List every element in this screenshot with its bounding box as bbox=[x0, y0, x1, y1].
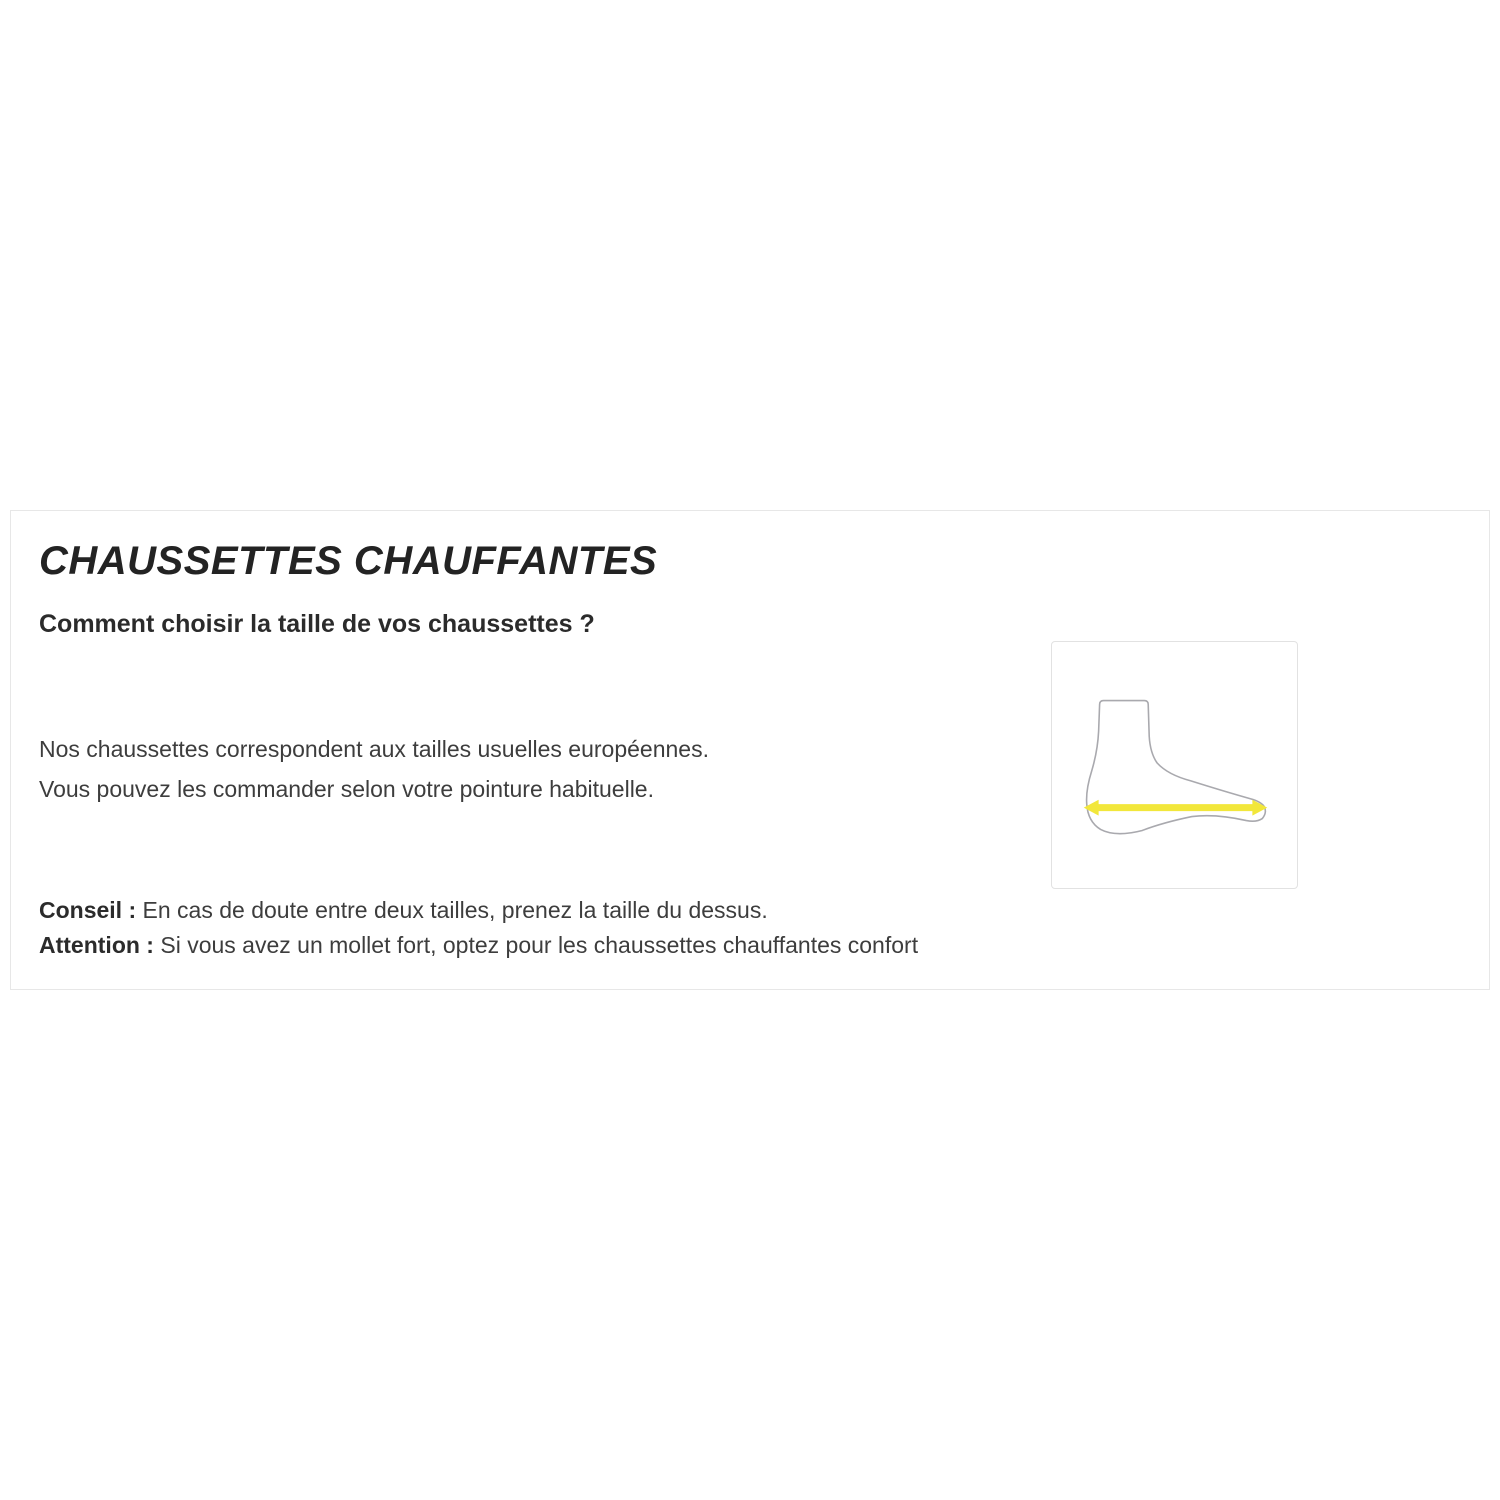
size-guide-panel bbox=[10, 510, 1490, 990]
foot-outline bbox=[1087, 701, 1266, 834]
size-notes bbox=[39, 893, 918, 963]
foot-illustration-box bbox=[1051, 641, 1298, 889]
advice-label: Conseil : bbox=[39, 897, 137, 923]
length-arrow bbox=[1084, 800, 1268, 816]
size-info-line-1: Nos chaussettes correspondent aux tailles usuelles européennes. bbox=[39, 736, 709, 762]
panel-subtitle: Comment choisir la taille de vos chaussettes ? bbox=[39, 610, 595, 638]
foot-measurement-illustration bbox=[1052, 642, 1297, 888]
size-info-line-2: Vous pouvez les commander selon votre pointure habituelle. bbox=[39, 776, 654, 802]
size-info-paragraph bbox=[39, 729, 709, 809]
advice-text: En cas de doute entre deux tailles, prenez la taille du dessus. bbox=[136, 897, 768, 923]
panel-title: CHAUSSETTES CHAUFFANTES bbox=[39, 539, 658, 583]
warning-label: Attention : bbox=[39, 932, 154, 958]
warning-text: Si vous avez un mollet fort, optez pour les chaussettes chauffantes confort bbox=[153, 932, 919, 958]
